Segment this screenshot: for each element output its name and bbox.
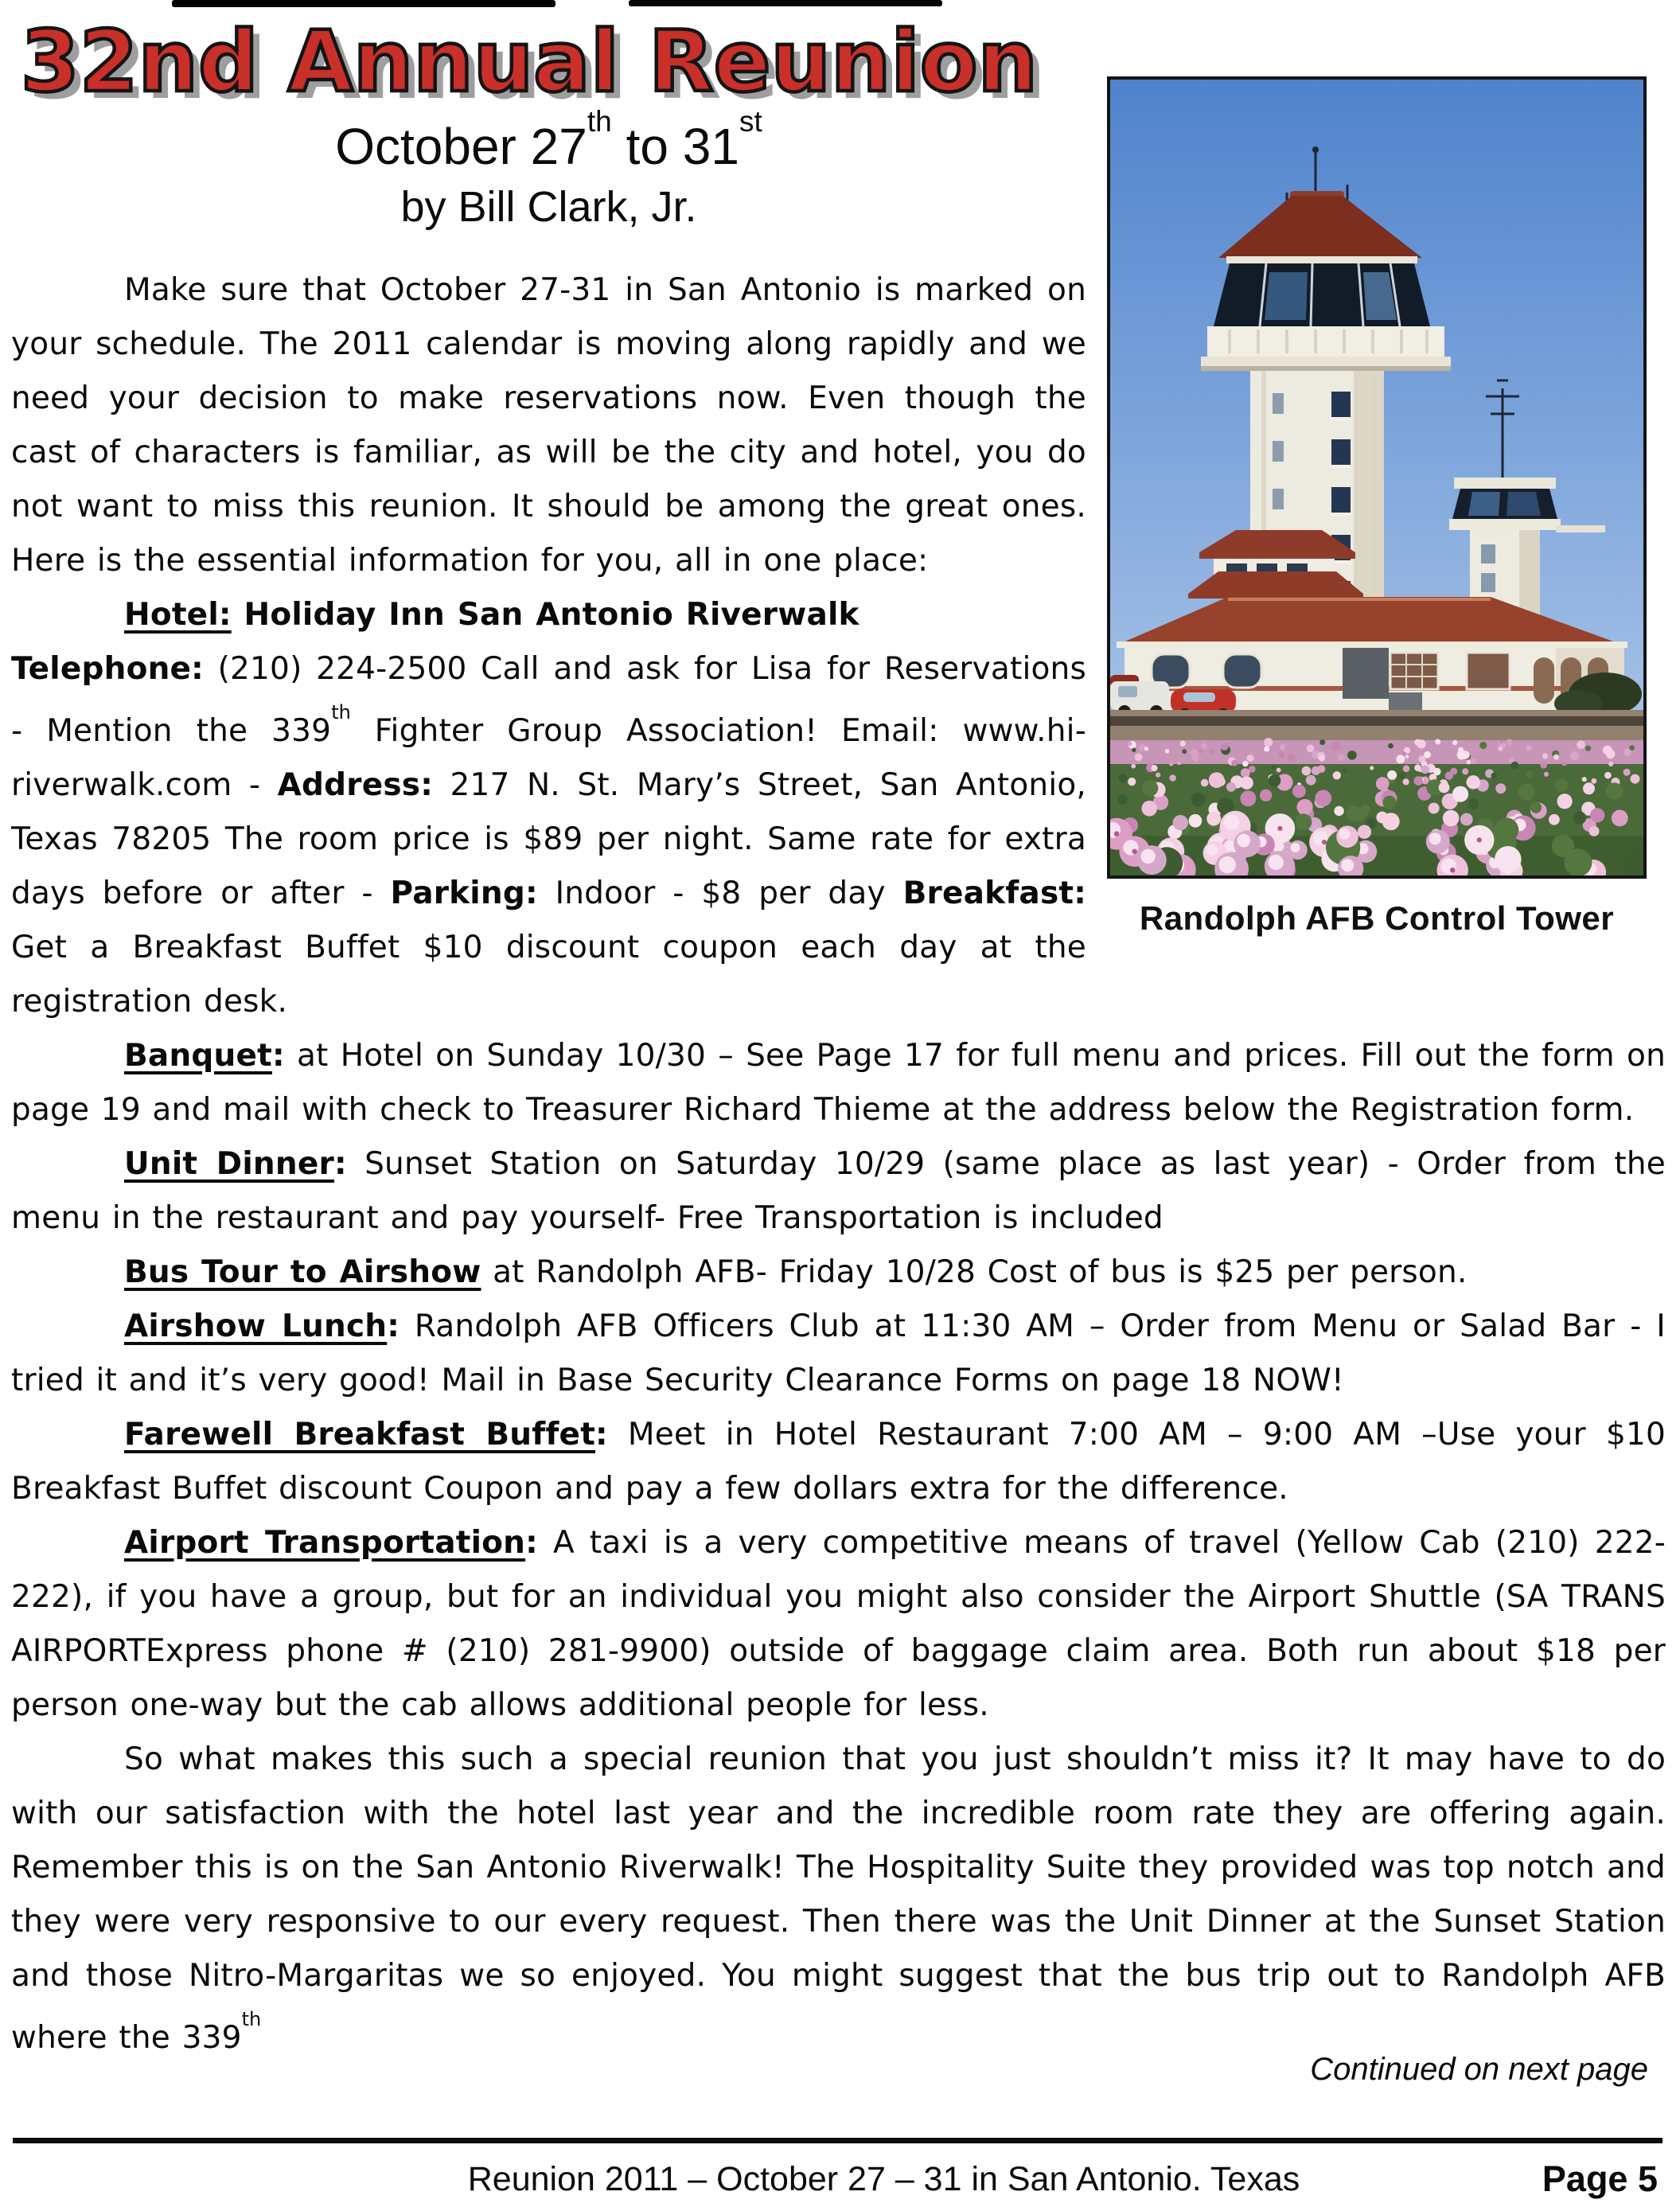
photo-block	[1107, 76, 1666, 938]
closing-paragraph: So what makes this such a special reunion that you just shouldn’t miss it? It may have to do with our satisfaction with the hotel last year and the incredible room rate they are offering again. Remember this is on the San Antonio Riverwalk! The Hospitality Suite they provided was top notch and they were very responsive to our every request. Then there was the Unit Dinner at the Sunset Station and those Nitro-Margaritas we so enjoyed. You might suggest that the bus trip out to Randolph AFB where the 339th	[11, 1741, 1666, 2056]
control-tower-illustration	[1110, 80, 1643, 875]
bus-tour-paragraph: Bus Tour to Airshow at Randolph AFB- Friday 10/28 Cost of bus is $25 per person.	[124, 1254, 1468, 1290]
telephone-label: Telephone:	[11, 650, 204, 687]
airshow-lunch-paragraph: Airshow Lunch: Randolph AFB Officers Club at 11:30 AM – Order from Menu or Salad Bar - I tried it and it’s very good! Mail in Base Security Clearance Forms on page 18 NOW!	[11, 1308, 1666, 1398]
byline: by Bill Clark, Jr.	[400, 183, 697, 232]
banquet-label: Banquet	[124, 1037, 272, 1074]
photo-caption: Randolph AFB Control Tower	[1139, 899, 1615, 937]
parking-label: Parking:	[390, 875, 538, 911]
scan-artifact	[172, 0, 555, 7]
farewell-breakfast-paragraph: Farewell Breakfast Buffet: Meet in Hotel Restaurant 7:00 AM – 9:00 AM –Use your $10 Breakfast Buffet discount Coupon and pay a few dollars extra for the difference.	[11, 1416, 1666, 1507]
farewell-breakfast-label: Farewell Breakfast Buffet	[124, 1416, 596, 1453]
control-tower-photo	[1107, 76, 1647, 879]
hotel-details-paragraph: Telephone: (210) 224-2500 Call and ask for Lisa for Reservations - Mention the 339th Fighter Group Association! Email: www.hi-riverwalk.com - Address: 217 N. St. Mary’s Street, San Antonio, Texas 78205 The room price is $89 per night. Same rate for extra days before or after - Parking: Indoor - $8 per day Breakfast: Get a Breakfast Buffet $10 discount coupon each day at the registration desk.	[11, 650, 1087, 1020]
banquet-paragraph: Banquet: at Hotel on Sunday 10/30 – See Page 17 for full menu and prices. Fill out the form on page 19 and mail with check to Treasurer Richard Thieme at the address below the Registration form.	[11, 1037, 1666, 1128]
airport-transportation-paragraph: Airport Transportation: A taxi is a very competitive means of travel (Yellow Cab (210) 222-222), if you have a group, but for an individual you might also consider the Airport Shuttle (SA TRANS AIRPORTExpress phone # (210) 281-9900) outside of baggage claim area. Both run about $18 per person one-way but the cab allows additional people for less.	[11, 1524, 1666, 1723]
page-number: Page 5	[1542, 2158, 1658, 2199]
unit-dinner-label: Unit Dinner	[124, 1145, 334, 1182]
ordinal-suffix: th	[587, 103, 612, 138]
footer-text: Reunion 2011 – October 27 – 31 in San Antonio. Texas	[467, 2160, 1300, 2198]
unit-dinner-paragraph: Unit Dinner: Sunset Station on Saturday 10/29 (same place as last year) - Order from the menu in the restaurant and pay yourself- Free Transportation is included	[11, 1145, 1666, 1236]
bus-tour-label: Bus Tour to Airshow	[124, 1254, 481, 1290]
ordinal-suffix: st	[739, 103, 762, 138]
page-title: 32nd Annual Reunion	[21, 13, 1039, 111]
hotel-line: Hotel: Holiday Inn San Antonio Riverwalk	[124, 596, 859, 633]
airshow-lunch-label: Airshow Lunch	[124, 1308, 388, 1344]
continued-note: Continued on next page	[1310, 2052, 1648, 2087]
date-subtitle: October 27th to 31st	[335, 103, 762, 175]
intro-paragraph: Make sure that October 27-31 in San Antonio is marked on your schedule. The 2011 calendar is moving along rapidly and we need your decision to make reservations now. Even though the cast of characters is familiar, as will be the city and hotel, you do not want to miss this reunion. It should be among the great ones. Here is the essential information for you, all in one place:	[11, 271, 1086, 579]
scan-artifact	[629, 0, 942, 6]
address-label: Address:	[277, 766, 433, 803]
footer-rule	[13, 2138, 1662, 2143]
airport-transportation-label: Airport Transportation	[124, 1524, 526, 1561]
flower-field	[1110, 710, 1643, 875]
breakfast-label: Breakfast:	[902, 875, 1086, 911]
hotel-label: Hotel:	[124, 596, 232, 633]
